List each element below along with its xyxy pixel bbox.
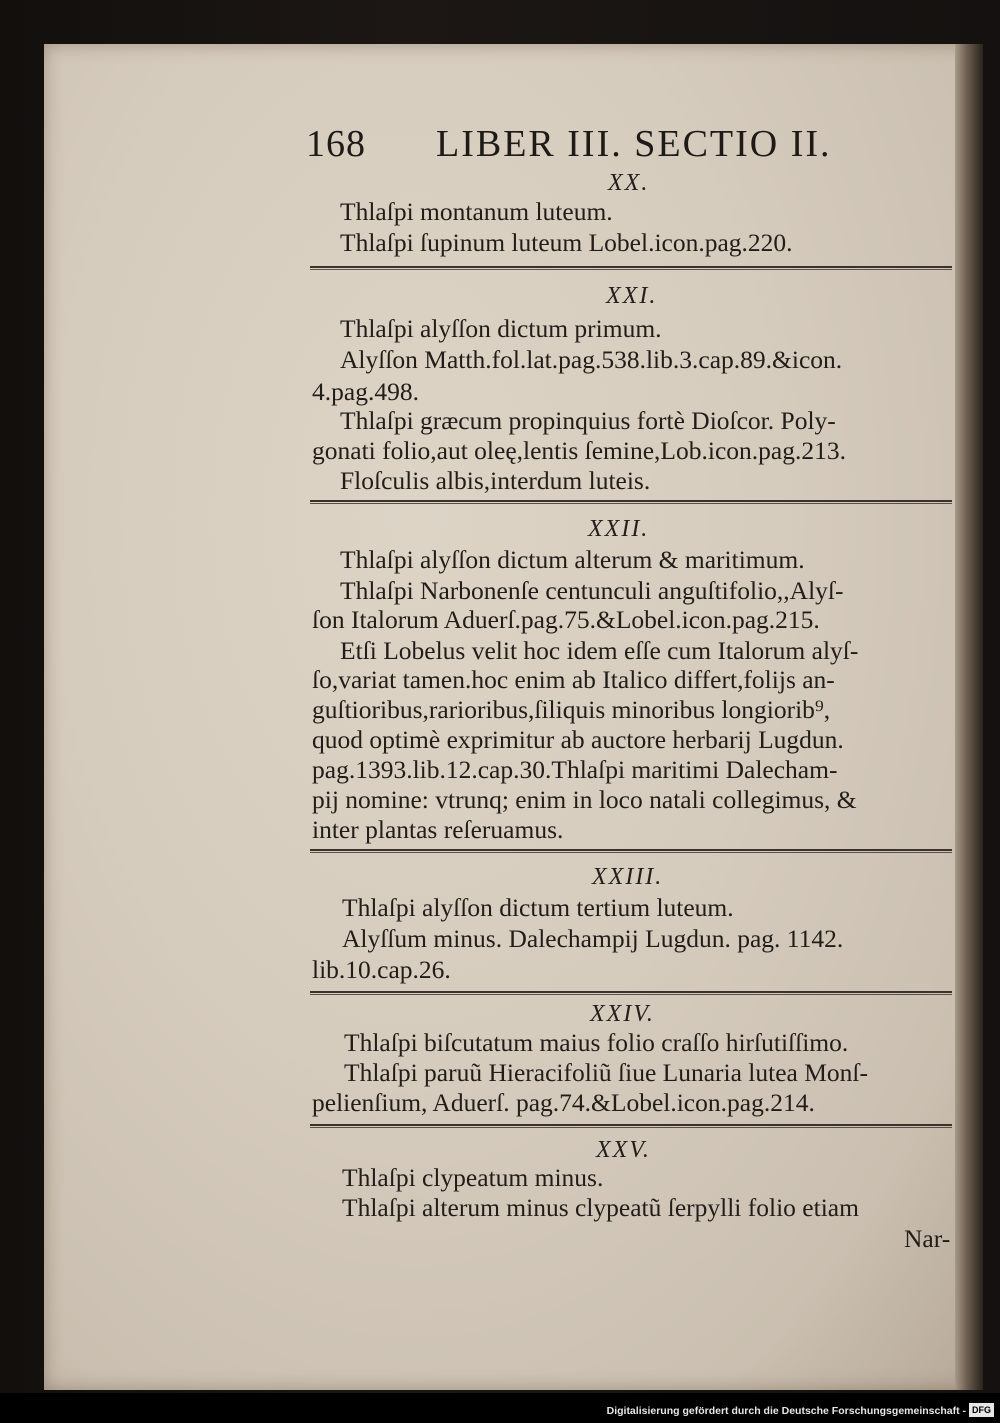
- section-divider: [310, 1124, 952, 1128]
- text-line: Thlaſpi alyſſon dictum primum.: [340, 314, 662, 343]
- text-line: ſon Italorum Aduerſ.pag.75.&Lobel.icon.pag.215.: [312, 605, 820, 634]
- text-line: quod optimè exprimitur ab auctore herbarij Lugdun.: [312, 725, 844, 754]
- entry-number: XXI.: [606, 283, 658, 309]
- page-number: 168: [306, 123, 366, 165]
- text-line: Thlaſpi alyſſon dictum tertium luteum.: [342, 893, 734, 922]
- entry-number: XXIV.: [590, 1001, 655, 1027]
- page-edge: [955, 44, 983, 1390]
- text-line: Etſi Lobelus velit hoc idem eſſe cum Italorum alyſ-: [340, 636, 859, 665]
- section-divider: [310, 500, 952, 504]
- text-line: Thlaſpi Narbonenſe centunculi anguſtifolio,,Alyſ-: [340, 576, 844, 605]
- text-line: Thlaſpi montanum luteum.: [340, 197, 613, 226]
- section-divider: [310, 991, 952, 995]
- text-line: Thlaſpi alterum minus clypeatũ ſerpylli folio etiam: [342, 1193, 859, 1222]
- section-divider: [310, 266, 952, 270]
- text-line: pelienſium, Aduerſ. pag.74.&Lobel.icon.pag.214.: [312, 1088, 815, 1117]
- text-line: Thlaſpi ſupinum luteum Lobel.icon.pag.220.: [340, 228, 793, 257]
- text-line: Alyſſum minus. Dalechampij Lugdun. pag. 1142.: [342, 924, 844, 953]
- text-line: inter plantas reſeruamus.: [312, 815, 564, 844]
- section-divider: [310, 849, 952, 853]
- funding-credit: Digitalisierung gefördert durch die Deutsche Forschungsgemeinschaft -: [606, 1405, 966, 1417]
- text-line: Thlaſpi græcum propinquius fortè Dioſcor. Poly-: [340, 406, 836, 435]
- text-line: 4.pag.498.: [312, 377, 419, 406]
- entry-number: XXII.: [588, 516, 650, 542]
- catchword: Nar-: [904, 1224, 951, 1253]
- running-head: [306, 122, 866, 182]
- entry-number: XX.: [608, 170, 650, 196]
- text-line: Thlaſpi paruũ Hieracifoliũ ſiue Lunaria lutea Monſ-: [344, 1058, 868, 1087]
- text-line: ſo,variat tamen.hoc enim ab Italico differt,folijs an-: [312, 665, 835, 694]
- text-line: guſtioribus,rarioribus,ſiliquis minoribus longiorib⁹,: [312, 695, 831, 724]
- text-line: Floſculis albis,interdum luteis.: [340, 466, 651, 495]
- text-line: lib.10.cap.26.: [312, 955, 451, 984]
- text-line: pij nomine: vtrunq; enim in loco natali collegimus, &: [312, 785, 857, 814]
- entry-number: XXIII.: [592, 864, 664, 890]
- text-line: Thlaſpi biſcutatum maius folio craſſo hirſutiſſimo.: [344, 1028, 849, 1057]
- running-title: LIBER III. SECTIO II.: [436, 123, 832, 165]
- text-line: Alyſſon Matth.fol.lat.pag.538.lib.3.cap.89.&icon.: [340, 345, 843, 374]
- text-line: gonati folio,aut oleę,lentis ſemine,Lob.icon.pag.213.: [312, 436, 846, 465]
- text-line: Thlaſpi alyſſon dictum alterum & maritimum.: [340, 545, 805, 574]
- text-line: Thlaſpi clypeatum minus.: [342, 1163, 604, 1192]
- entry-number: XXV.: [596, 1137, 651, 1163]
- dfg-logo-icon: DFG: [969, 1403, 994, 1417]
- text-line: pag.1393.lib.12.cap.30.Thlaſpi maritimi Dalecham-: [312, 755, 838, 784]
